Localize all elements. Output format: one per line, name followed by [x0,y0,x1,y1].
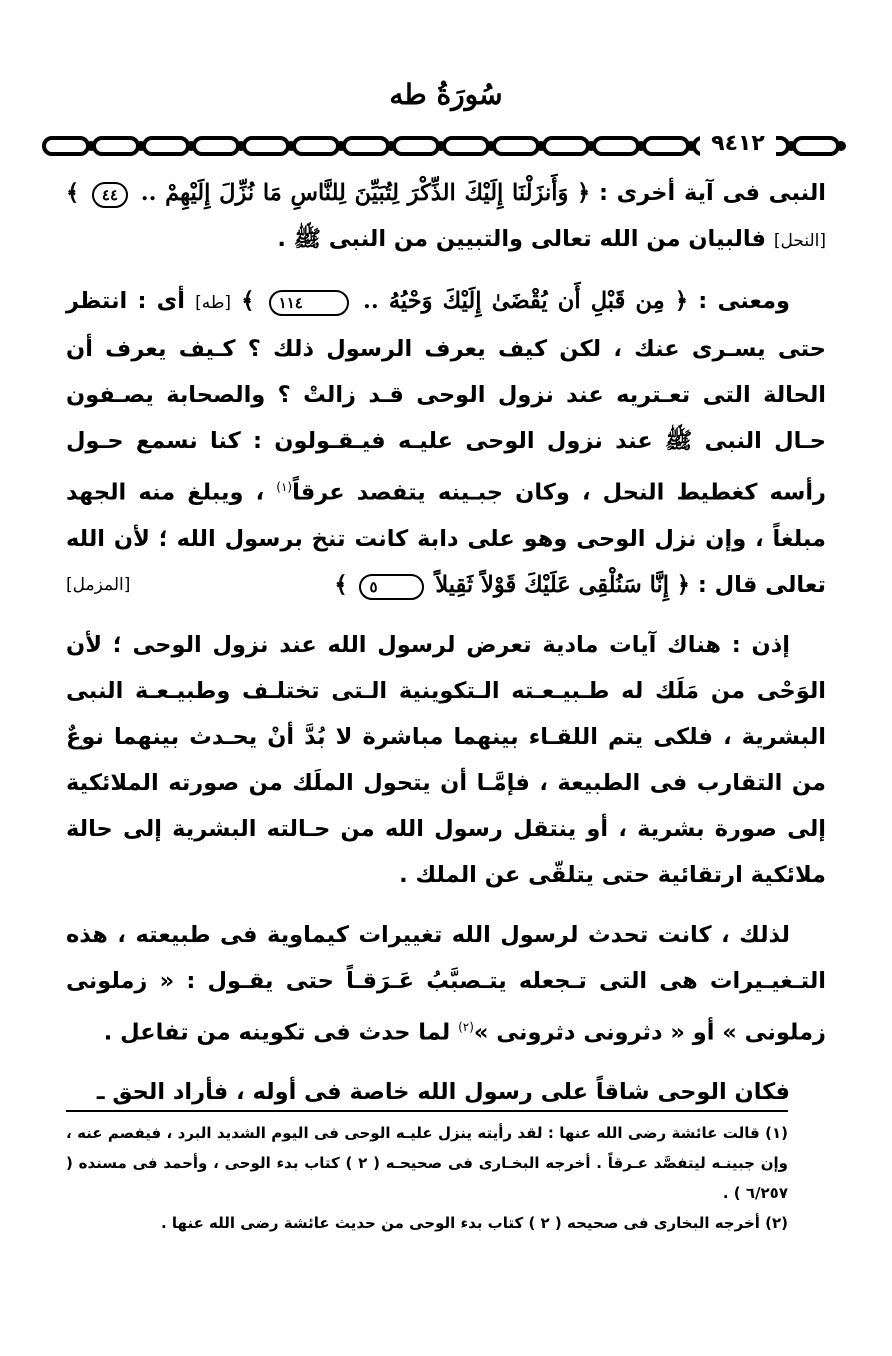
footnote-1: (١) قالت عائشة رضى الله عنها : لقد رأيته ينزل عليـه الوحى فى اليوم الشديد البرد ، فيفصم عنه ، وإن جبينـه ليتفصَّد عـرقاً . أخرجه البخـارى فى صحيحـه ( ٢ ) كتاب بدء الوحى ، وأحمد فى مسنده ( ٦/٢٥٧ ) . [66,1124,788,1202]
p1-intro: النبى فى آية أخرى : [590,180,826,206]
paragraph-5: فكان الوحى شاقاً على رسول الله خاصة فى أوله ، فأراد الحق ـ [96,1079,790,1105]
paragraph-3: إذن : هناك آيات مادية تعرض لرسول الله عند نزول الوحى ؛ لأن الوَحْى من مَلَك له طـبيـعـته الـتكوينية الـتى تختلـف وطبيـعـة النبى البشرية ، فلكى يتم اللقـاء بينهما مباشرة لا بُدَّ أنْ يحـدث بينهما نوعٌ من التقارب فى الطبيعة ، فإمَّـا أن يتحول الملَك من صورته الملائكية إلى صورة بشرية ، أو ينتقل رسول الله من حـالته البشرية إلى حالة ملائكية ارتقائية حتى يتلقّى عن الملك . [66,631,826,888]
ayah-number: ١١٤ [269,290,349,316]
verse-close: ﴾ [66,180,88,206]
chain-link [294,138,338,154]
surah-reference: [طه] [195,293,232,313]
chain-link [94,138,138,154]
chain-link [544,138,588,154]
chain-link [394,138,438,154]
surah-reference: [المزمل] [66,574,131,595]
chain-link [594,138,638,154]
footnotes [66,1118,788,1238]
surah-reference: [النحل] [773,231,826,251]
chain-link [244,138,288,154]
ayah-number: ٤٤ [92,182,128,208]
verse-close: ﴾ [231,288,265,314]
verse-text: ﴿ مِن قَبْلِ أَن يُقْضَىٰ إِلَيْكَ وَحْيُهُ .. [352,288,689,314]
footnote-divider [66,1110,788,1112]
paragraph-1 [66,170,826,264]
chain-link [794,138,838,154]
p2-rest: أى : انتظر حتى يسـرى عنك ، لكن كيف يعرف الرسول ذلك ؟ كـيف يعرف أن الحالة التى تعـتريه عند نزول الوحى قـد زالتْ ؟ والصحابة يصـفون حـال النبى ﷺ عند نزول الوحى عليـه فيـقـولون : كنا نسمع حـول رأسه كغطيط النحل ، وكان جبـينه يتفصد عرقاً [66,288,826,506]
ayah-number: ٥ [359,574,423,600]
p4-text-end: لما حدث فى تكوينه من تفاعل . [103,1019,459,1045]
quran-verse-al-muzzammil [334,572,690,598]
footnote-marker-1: (١) [276,480,293,494]
p4-text: لذلك ، كانت تحدث لرسول الله تغييرات كيماوية فى طبيعته ، هذه التـغيـيرات هى التى تـجعله يتـصبَّبُ عَـرَقـاً حتى يقـول : « زملونى زملونى » أو « دثرونى دثرونى » [66,921,826,1045]
chain-bead [838,143,844,149]
page-number: ٩٤١٢ [700,128,776,160]
chain-link [194,138,238,154]
paragraph-4 [66,912,826,1056]
quran-verse-an-nahl [66,180,590,206]
footnote-marker-2: (٢) [458,1019,474,1034]
verse-text: ﴿ إِنَّا سَنُلْقِى عَلَيْكَ قَوْلاً ثَقِيلاً [427,571,690,598]
verse-close: ﴾ [334,571,356,598]
main-text [66,170,826,1129]
p2-rest2: ، ويبلغ منه الجهد مبلغاً ، وإن نزل الوحى وهو على دابة كانت تنخ برسول الله ؛ لأن الله تعالى قال : [66,479,826,598]
surah-title: سُورَةُ طه [389,78,503,111]
p1-rest: فالبيان من الله تعالى والتبيين من النبى ﷺ . [277,226,774,252]
chain-link [444,138,488,154]
verse-text: ﴿ وَأَنزَلْنَا إِلَيْكَ الذِّكْرَ لِتُبَيِّنَ لِلنَّاسِ مَا نُزِّلَ إِلَيْهِمْ .. [132,180,591,206]
chain-link [644,138,688,154]
paragraph-2 [66,278,826,608]
chain-link [144,138,188,154]
chain-link [494,138,538,154]
quran-verse-taha [231,288,688,314]
p2-intro: ومعنى : [688,288,791,314]
chain-link [44,138,88,154]
footnote-2: (٢) أخرجه البخارى فى صحيحه ( ٢ ) كتاب بدء الوحى من حديث عائشة رضى الله عنها . [161,1214,788,1232]
chain-link [344,138,388,154]
